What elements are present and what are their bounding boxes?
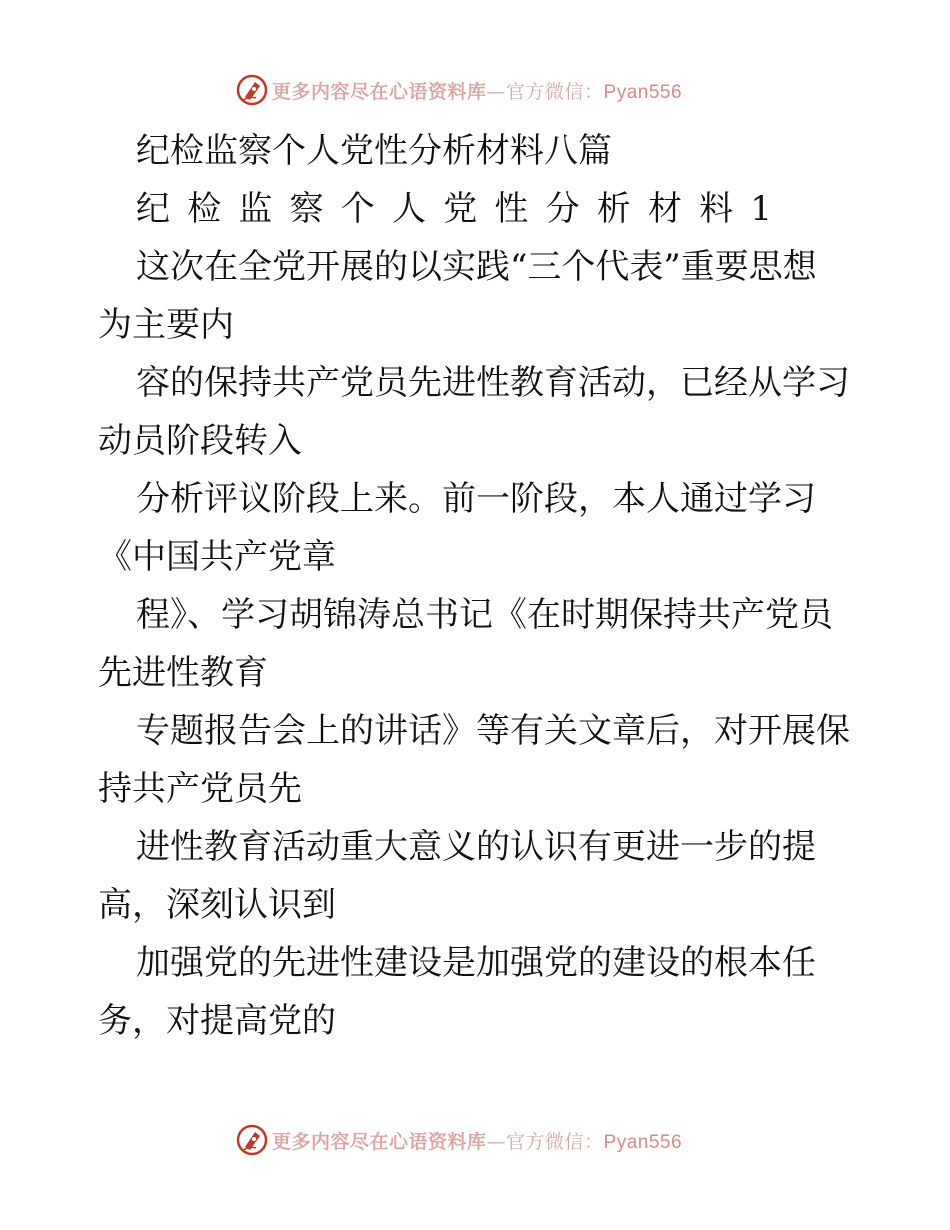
pen-nib-logo-icon (236, 74, 268, 106)
watermark-main-text: 更多内容尽在心语资料库 (272, 80, 487, 103)
paragraph-line: 这次在全党开展的以实践“三个代表”重要思想 (136, 247, 817, 287)
paragraph-line: 为主要内 (98, 305, 234, 345)
paragraph-line: 专题报告会上的讲话》等有关文章后，对开展保 (136, 711, 850, 751)
watermark-wechat-id: Pyan556 (603, 1131, 683, 1153)
document-title: 纪检监察个人党性分析材料八篇 (136, 131, 612, 171)
paragraph-line: 先进性教育 (98, 653, 268, 693)
paragraph-line: 分析评议阶段上来。前一阶段，本人通过学习 (136, 479, 816, 519)
footer-watermark-banner (236, 1123, 682, 1157)
paragraph-line: 动员阶段转入 (98, 421, 302, 461)
document-body (98, 122, 858, 1050)
paragraph-line: 持共产党员先 (98, 769, 302, 809)
watermark-dash: — (486, 80, 507, 103)
paragraph-line: 程》、学习胡锦涛总书记《在时期保持共产党员 (136, 595, 833, 635)
pen-nib-logo-icon (236, 1124, 268, 1156)
paragraph-line: 进性教育活动重大意义的认识有更进一步的提 (136, 827, 816, 867)
paragraph-line: 加强党的先进性建设是加强党的建设的根本任 (136, 943, 816, 983)
watermark-wechat-label: 官方微信： (506, 1130, 604, 1153)
watermark-dash: — (486, 1130, 507, 1153)
watermark-wechat-id: Pyan556 (603, 81, 683, 103)
header-watermark-banner (236, 73, 682, 107)
paragraph-line: 容的保持共产党员先进性教育活动，已经从学习 (136, 363, 850, 403)
paragraph-line: 高，深刻认识到 (98, 885, 336, 925)
watermark-text (272, 1127, 682, 1154)
watermark-wechat-label: 官方微信： (506, 80, 604, 103)
watermark-main-text: 更多内容尽在心语资料库 (272, 1130, 487, 1153)
section-heading: 纪检监察个人党性分析材料1 (136, 189, 790, 229)
paragraph-line: 务，对提高党的 (98, 1001, 336, 1041)
watermark-text (272, 77, 682, 104)
paragraph-line: 《中国共产党章 (98, 537, 336, 577)
